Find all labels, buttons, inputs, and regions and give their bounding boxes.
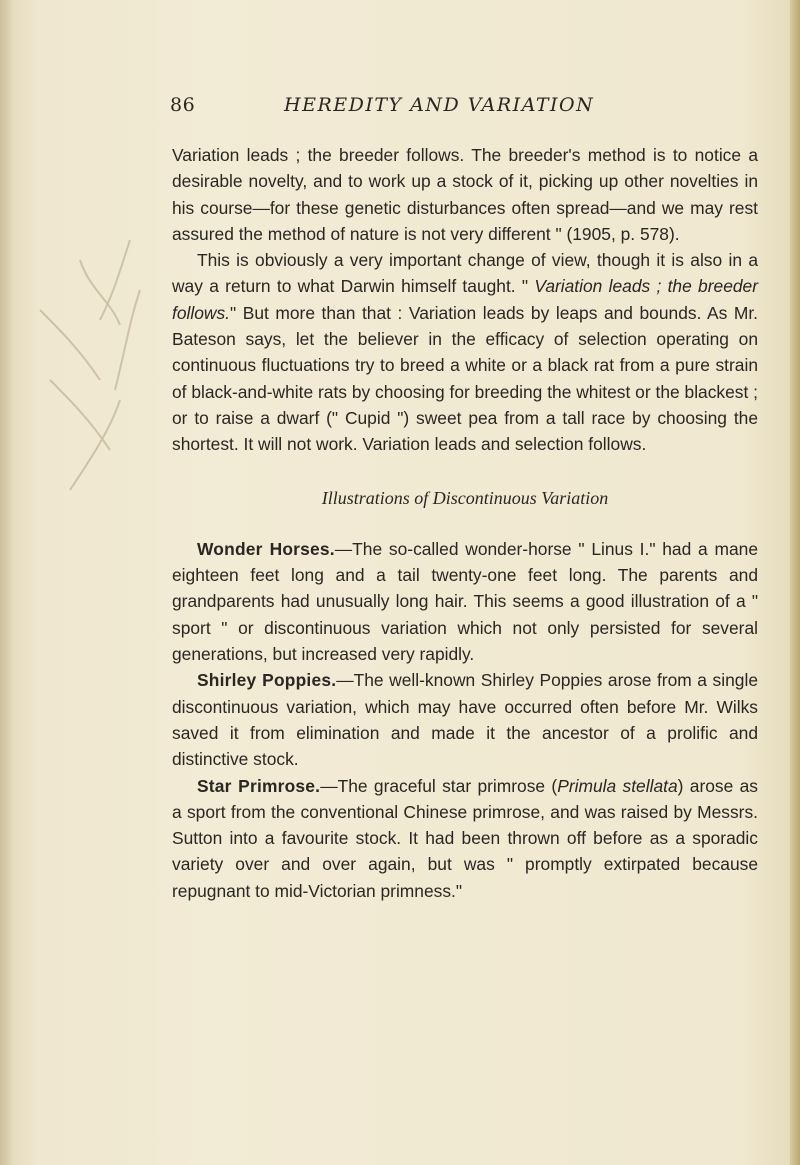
paragraph-2 <box>172 247 758 457</box>
entry-text-star-primrose-b: ) arose as a sport from the conventional Chinese primrose, and was raised by Messrs. Sutton into a favourite stock. It had been thrown off before as a sporadic variety over and over again, but was " promptly extirpated because repugnant to mid-Victorian primness." <box>172 775 758 901</box>
paragraph-2-text-a: This is obviously a very important change of view, though it is also in a way a return to what Darwin himself taught. " <box>172 250 758 297</box>
page-right-edge <box>790 0 800 1165</box>
page-gutter-shadow <box>0 0 14 1165</box>
page-number: 86 <box>170 94 196 116</box>
entry-text-star-primrose-a: —The graceful star primrose ( <box>320 775 558 796</box>
running-title: HEREDITY AND VARIATION <box>284 94 595 116</box>
body-text <box>172 142 758 904</box>
runin-heading-wonder-horses: Wonder Horses. <box>197 538 335 559</box>
paragraph-shirley-poppies <box>172 667 758 772</box>
paragraph-wonder-horses <box>172 536 758 667</box>
entry-text-wonder-horses: —The so-called wonder-horse " Linus I." had a mane eighteen feet long and a tail twenty-one feet long. The parents and grandparents had unusually long hair. This seems a good illustration of a " sport " or discontinuous variation which not only persisted for several generations, but increased very rapidly. <box>172 538 758 665</box>
entry-latin-name: Primula stellata <box>557 775 678 796</box>
runin-heading-star-primrose: Star Primrose. <box>197 775 321 796</box>
entry-text-shirley-poppies: —The well-known Shirley Poppies arose from a single discontinuous variation, which may have occurred often before Mr. Wilks saved it from elimination and made it the ancestor of a prolific and distinctive stock. <box>172 670 758 770</box>
paragraph-2-text-b: " But more than that : Variation leads by leaps and bounds. As Mr. Bateson says, let the believer in the efficacy of selection operating on continuous fluctuations try to breed a white or a black rat from a pure strain of black-and-white rats by choosing for breeding the whitest or the blackest ; or to raise a dwarf (" Cupid ") sweet pea from a tall race by choosing the shortest. It will not work. Variation leads and selection follows. <box>172 302 758 455</box>
runin-heading-shirley-poppies: Shirley Poppies. <box>197 670 337 691</box>
paragraph-2-quote-italic: Variation leads ; the breeder follows. <box>172 276 758 323</box>
paragraph-1: Variation leads ; the breeder follows. The breeder's method is to notice a desirable novelty, and to work up a stock of it, picking up other novelties in his course—for these genetic disturbances often spread—and we may rest assured the method of nature is not very different " (1905, p. 578). <box>172 145 758 244</box>
paragraph-star-primrose <box>172 773 758 904</box>
section-subheading: Illustrations of Discontinuous Variation <box>321 487 609 508</box>
running-header <box>170 94 750 124</box>
show-through-stain <box>20 230 170 530</box>
